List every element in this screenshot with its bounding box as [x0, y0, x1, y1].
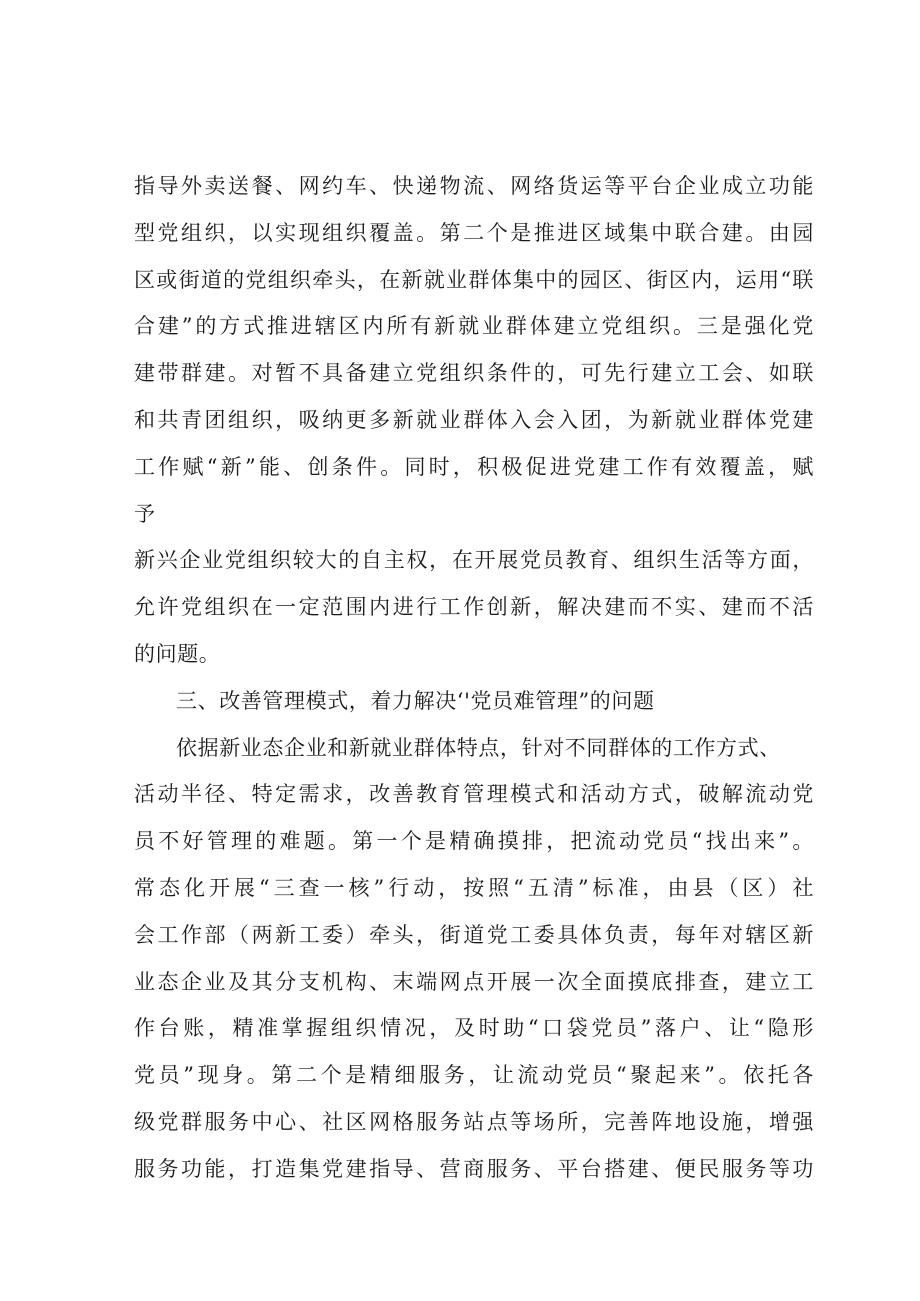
- text-line: 活动半径、特定需求，改善教育管理模式和活动方式，破解流动党: [134, 782, 814, 807]
- text-line: 指导外卖送餐、网约车、快递物流、网络货运等平台企业成立功能: [134, 174, 814, 198]
- text-line: 会工作部（两新工委）牵头，街道党工委具体负责，每年对辖区新: [134, 922, 814, 947]
- text-line: 工作赋“新”能、创条件。同时，积极促进党建工作有效覆盖，赋: [134, 454, 814, 479]
- text-line: 允许党组织在一定范围内进行工作创新，解决建而不实、建而不活: [134, 595, 814, 620]
- body-text: [134, 163, 814, 1193]
- text-line: 型党组织，以实现组织覆盖。第二个是推进区域集中联合建。由园: [134, 220, 814, 245]
- text-line: 和共青团组织，吸纳更多新就业群体入会入团，为新就业群体党建: [134, 407, 814, 432]
- text-line: 常态化开展“三查一核”行动，按照“五清”标准，由县（区）社: [134, 875, 814, 900]
- text-line: 区或街道的党组织牵头，在新就业群体集中的园区、街区内，运用“联: [134, 267, 814, 292]
- text-line: 党员”现身。第二个是精细服务，让流动党员“聚起来”。依托各: [134, 1063, 814, 1088]
- text-line: 予: [134, 501, 156, 526]
- text-line: 服务功能，打造集党建指导、营商服务、平台搭建、便民服务等功: [134, 1156, 814, 1181]
- section-heading: 三、改善管理模式，着力解决‘'党员难管理”的问题: [176, 688, 655, 713]
- paragraph-first-line: 依据新业态企业和新就业群体特点，针对不同群体的工作方式、: [176, 735, 781, 760]
- text-line: 新兴企业党组织较大的自主权，在开展党员教育、组织生活等方面，: [134, 548, 814, 573]
- text-line: 员不好管理的难题。第一个是精确摸排，把流动党员“找出来”。: [134, 829, 814, 854]
- text-line: 的问题。: [134, 641, 221, 666]
- text-line: 建带群建。对暂不具备建立党组织条件的，可先行建立工会、如联: [134, 361, 814, 386]
- text-line: 作台账，精准掌握组织情况，及时助“口袋党员”落户、让“隐形: [134, 1016, 814, 1041]
- text-line: 业态企业及其分支机构、末端网点开展一次全面摸底排查，建立工: [134, 969, 814, 994]
- text-line: 合建”的方式推进辖区内所有新就业群体建立党组织。三是强化党: [134, 314, 814, 339]
- text-line: 级党群服务中心、社区网格服务站点等场所，完善阵地设施，增强: [134, 1109, 814, 1134]
